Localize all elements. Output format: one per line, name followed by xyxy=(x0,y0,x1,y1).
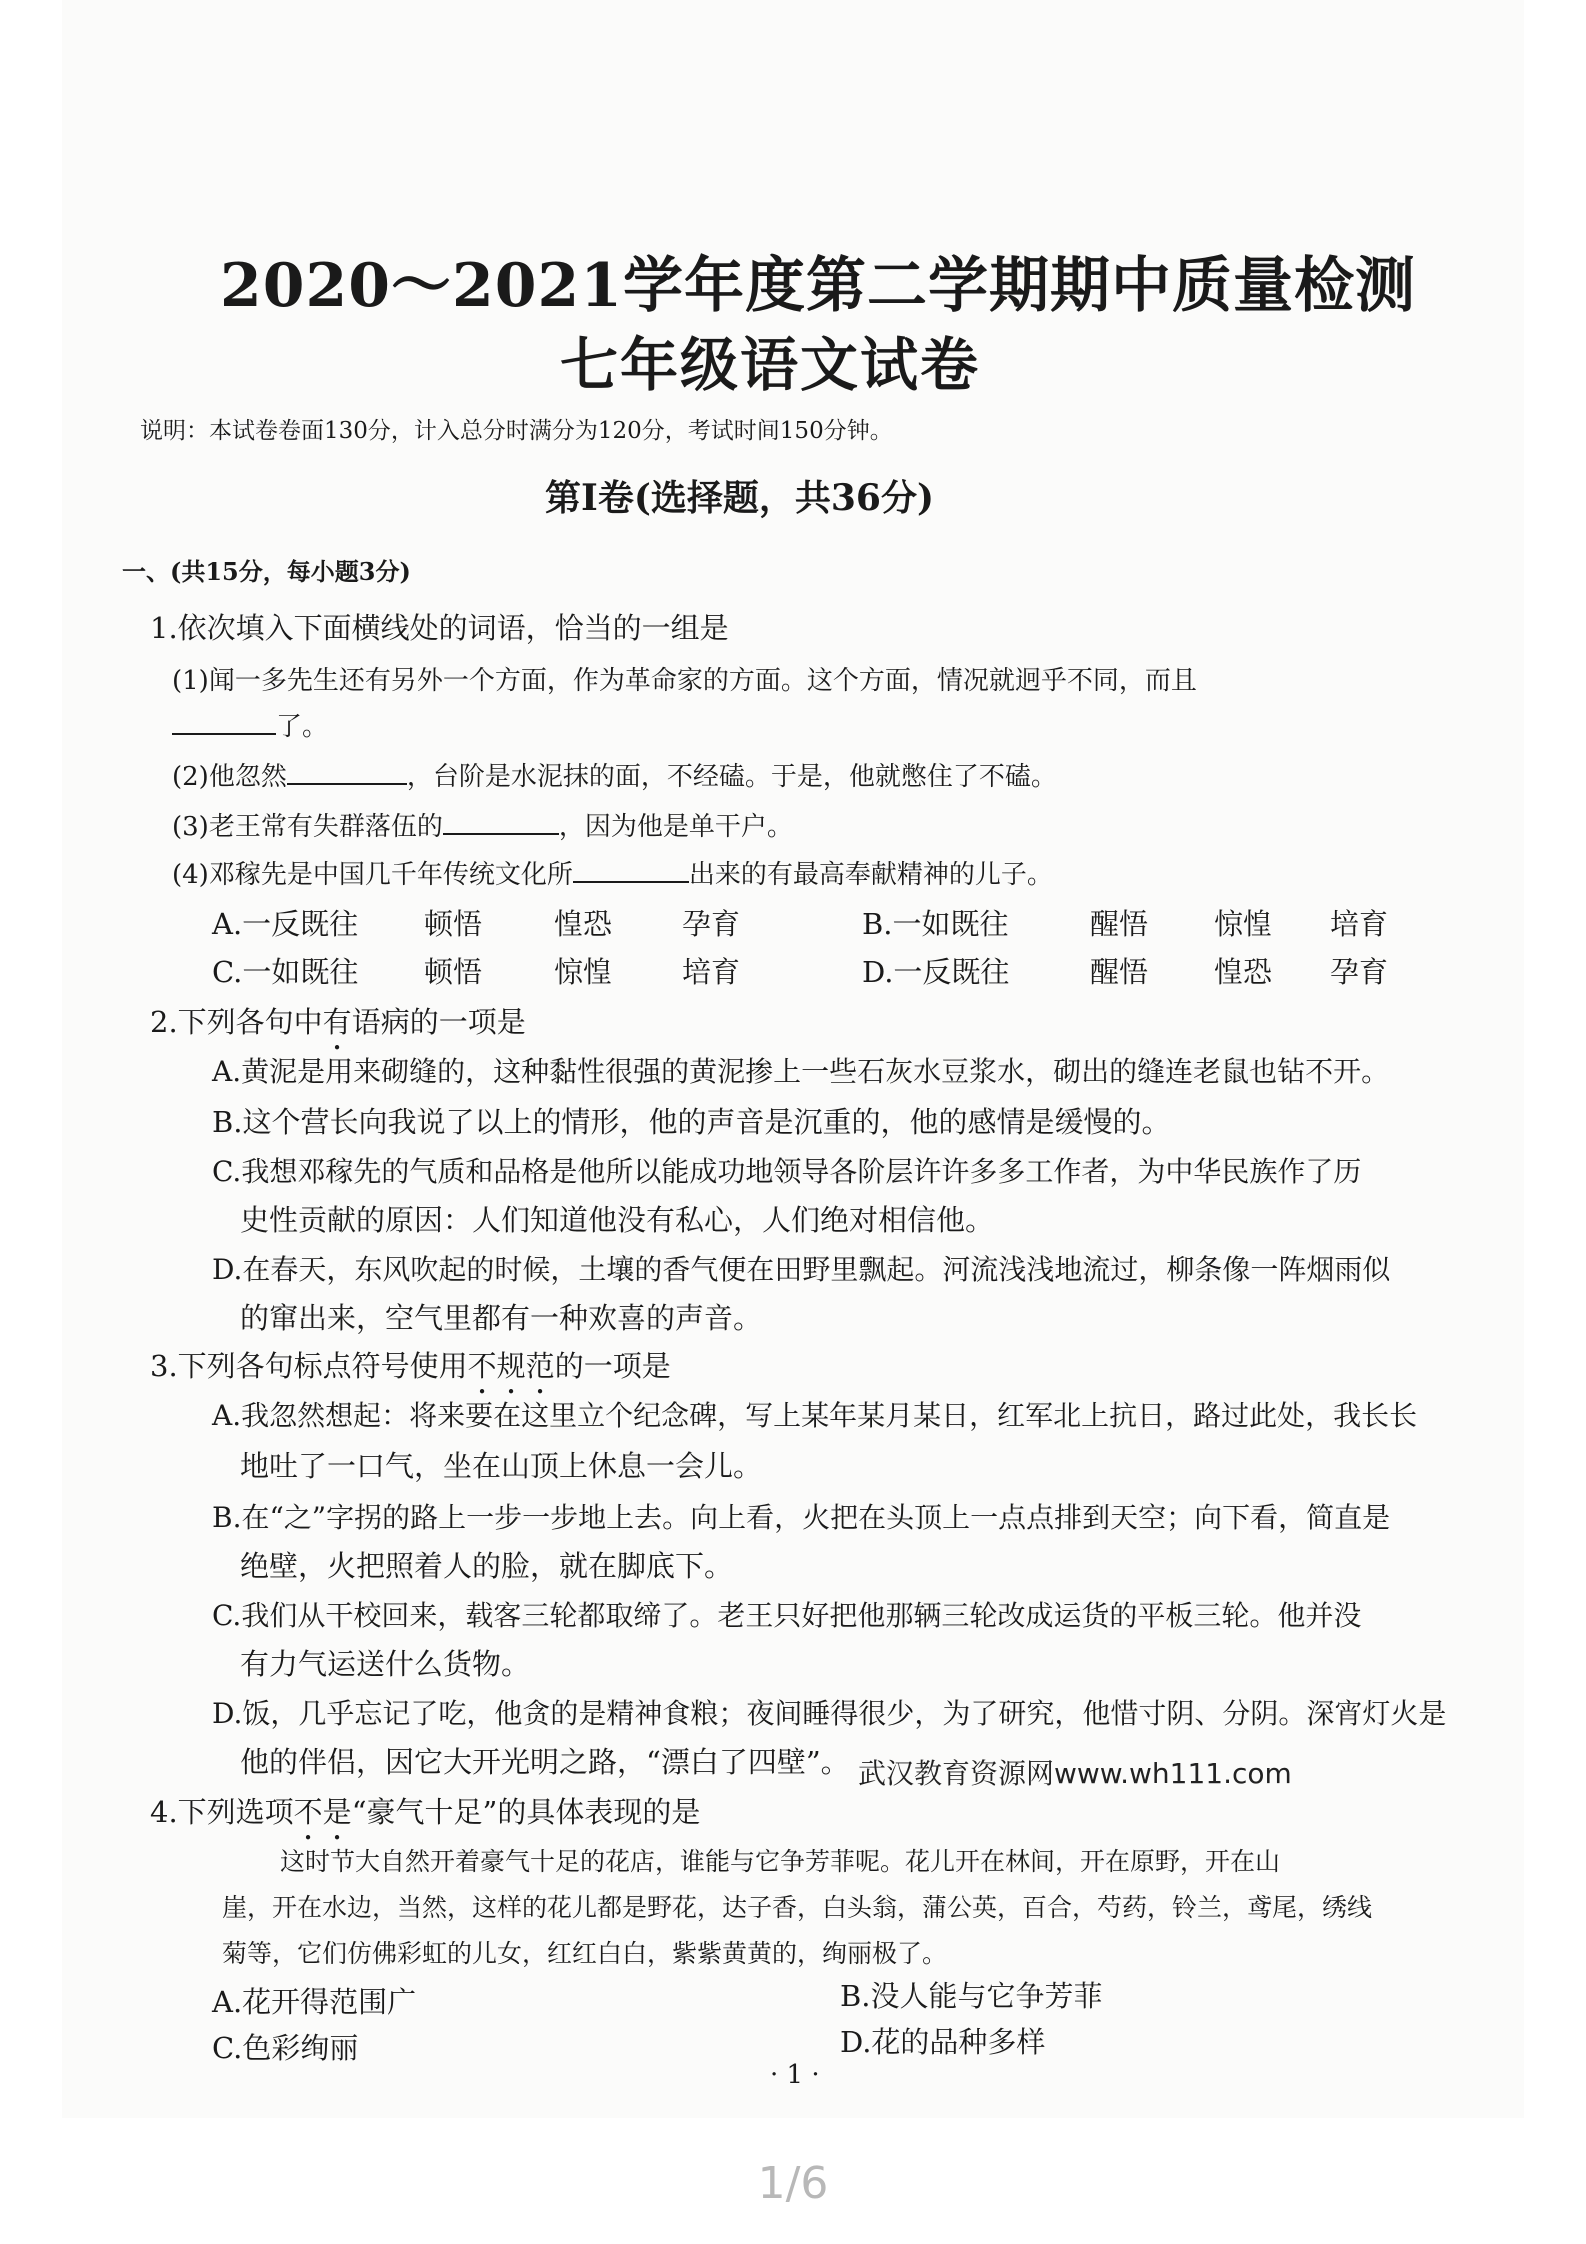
q4-passage-line-1: 这时节大自然开着豪气十足的花店，谁能与它争芳菲呢。花儿开在林间，开在原野，开在山 xyxy=(280,1847,1281,1876)
blank-line xyxy=(172,707,276,735)
part-heading: 第Ⅰ卷(选择题，共36分) xyxy=(545,477,935,519)
exam-title: 2020～2021学年度第二学期期中质量检测 xyxy=(220,251,1416,321)
q1-sentence-1-end: 了。 xyxy=(172,706,328,743)
q3-option-c: C.我们从干校回来，载客三轮都取缔了。老王只好把他那辆三轮改成运货的平板三轮。他并没 xyxy=(212,1599,1362,1632)
q4-stem: 4.下列选项不是“豪气十足”的具体表现的是 xyxy=(150,1795,701,1829)
q3-option-b: B.在“之”字拐的路上一步一步地上去。向上看，火把在头顶上一点点排到天空；向下看，简直是 xyxy=(212,1501,1391,1534)
q2-option-c-cont: 史性贡献的原因：人们知道他没有私心，人们绝对相信他。 xyxy=(240,1203,995,1237)
page-number: · 1 · xyxy=(770,2060,820,2090)
q1-sentence-2: (2)他忽然 ，台阶是水泥抹的面，不经磕。于是，他就憋住了不磕。 xyxy=(172,756,1057,793)
watermark-text: 武汉教育资源网www.wh111.com xyxy=(858,1757,1292,1790)
q2-option-d: D.在春天，东风吹起的时候，土壤的香气便在田野里飘起。河流浅浅地流过，柳条像一阵烟雨似 xyxy=(212,1253,1391,1286)
section-heading: 一、(共15分，每小题3分) xyxy=(122,557,411,586)
exam-instructions: 说明：本试卷卷面130分，计入总分时满分为120分，考试时间150分钟。 xyxy=(140,418,893,444)
q3-option-d-cont: 他的伴侣，因它大开光明之路，“漂白了四壁”。 xyxy=(240,1745,850,1779)
q2-option-b: B.这个营长向我说了以上的情形，他的声音是沉重的，他的感情是缓慢的。 xyxy=(212,1105,1171,1139)
q4-option-b: B.没人能与它争芳菲 xyxy=(840,1979,1103,2013)
exam-subtitle: 七年级语文试卷 xyxy=(560,331,981,399)
q2-option-a: A.黄泥是用来砌缝的，这种黏性很强的黄泥掺上一些石灰水豆浆水，砌出的缝连老鼠也钻不开。 xyxy=(212,1055,1390,1088)
q4-option-d: D.花的品种多样 xyxy=(840,2025,1046,2059)
q1-sentence-4: (4)邓稼先是中国几千年传统文化所 出来的有最高奉献精神的儿子。 xyxy=(172,854,1053,891)
q1-option-b: B.一如既往 醒悟 惊惶 培育 xyxy=(862,907,1389,941)
q1-sentence-3: (3)老王常有失群落伍的 ，因为他是单干户。 xyxy=(172,806,793,843)
q3-option-a-cont: 地吐了一口气，坐在山顶上休息一会儿。 xyxy=(240,1449,763,1483)
q3-option-a: A.我忽然想起：将来要在这里立个纪念碑，写上某年某月某日，红军北上抗日，路过此处，我长长 xyxy=(212,1399,1418,1432)
q4-passage-line-3: 菊等，它们仿佛彩虹的儿女，红红白白，紫紫黄黄的，绚丽极了。 xyxy=(222,1939,948,1968)
q4-passage-line-2: 崖，开在水边，当然，这样的花儿都是野花，达子香，白头翁，蒲公英，百合，芍药，铃兰，鸢尾，绣线 xyxy=(222,1893,1373,1922)
q3-stem: 3.下列各句标点符号使用不规范的一项是 xyxy=(150,1349,671,1383)
q1-option-d: D.一反既往 醒悟 惶恐 孕育 xyxy=(862,955,1389,989)
q4-option-c: C.色彩绚丽 xyxy=(212,2031,359,2065)
q3-option-b-cont: 绝壁，火把照着人的脸，就在脚底下。 xyxy=(240,1549,734,1583)
q1-option-c: C.一如既往 顿悟 惊惶 培育 xyxy=(212,955,741,989)
q3-option-c-cont: 有力气运送什么货物。 xyxy=(240,1647,531,1681)
blank-line xyxy=(287,757,407,785)
blank-line xyxy=(573,855,689,883)
q2-stem: 2.下列各句中有语病的一项是 xyxy=(150,1005,526,1039)
q4-option-a: A.花开得范围广 xyxy=(212,1985,417,2019)
q3-option-d: D.饭，几乎忘记了吃，他贪的是精神食粮；夜间睡得很少，为了研究，他惜寸阴、分阴。深宵灯火是 xyxy=(212,1697,1447,1730)
q2-option-d-cont: 的窜出来，空气里都有一种欢喜的声音。 xyxy=(240,1301,763,1335)
page-counter: 1/6 xyxy=(757,2158,829,2209)
q2-option-c: C.我想邓稼先的气质和品格是他所以能成功地领导各阶层许许多多工作者，为中华民族作了历 xyxy=(212,1155,1362,1188)
q1-option-a: A.一反既往 顿悟 惶恐 孕育 xyxy=(212,907,741,941)
q1-sentence-1: (1)闻一多先生还有另外一个方面，作为革命家的方面。这个方面，情况就迥乎不同，而且 xyxy=(172,666,1197,696)
q1-stem: 1.依次填入下面横线处的词语，恰当的一组是 xyxy=(150,611,729,645)
blank-line xyxy=(443,807,559,835)
